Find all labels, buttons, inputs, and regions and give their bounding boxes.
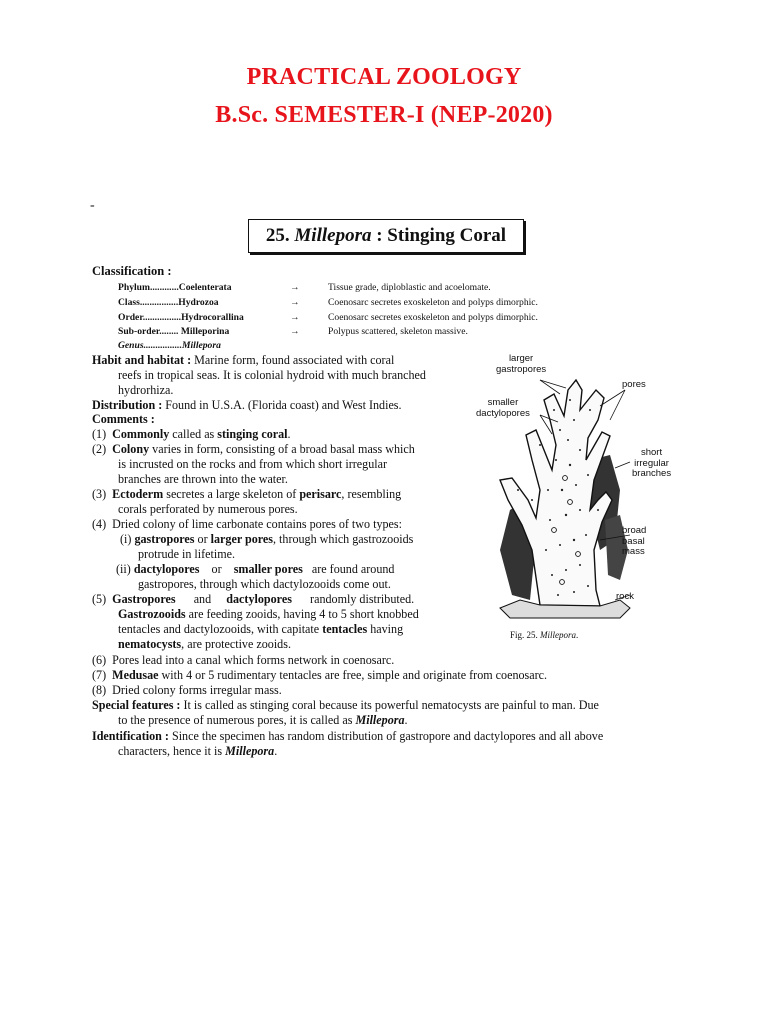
text: secretes a large skeleton of — [166, 487, 297, 501]
habit-line: hydrorhiza. — [118, 383, 174, 397]
genus-name: Millepora — [225, 744, 275, 758]
classification-level: Phylum............Coelenterata — [118, 282, 232, 293]
comment-line — [118, 607, 419, 622]
text: are feeding zooids, having 4 to 5 short knobbed — [188, 607, 419, 621]
label-text: larger — [508, 353, 534, 364]
habit-line: reefs in tropical seas. It is colonial hydroid with much branched — [118, 368, 426, 382]
label-text: irregular — [634, 457, 669, 469]
text: Since the specimen has random distribution of gastropore and dactylopores and all above — [171, 729, 604, 743]
bold-term: gastropores — [134, 532, 195, 546]
caption-name: Millepora — [540, 630, 577, 640]
text: randomly distributed. — [310, 592, 415, 606]
distribution-text: Found in U.S.A. (Florida coast) and West Indies. — [165, 398, 402, 412]
genus-name: Millepora — [355, 713, 405, 727]
comment-item — [92, 668, 547, 683]
bold-term: Colony — [112, 442, 150, 456]
text: . — [404, 713, 408, 727]
item-number: (2) — [92, 442, 107, 456]
classification-heading: Classification : — [92, 264, 172, 278]
millepora-illustration — [470, 350, 680, 650]
text: to the presence of numerous pores, it is called as — [118, 713, 353, 727]
bold-term: Gastropores — [112, 592, 176, 606]
caption-prefix: Fig. 25. — [510, 630, 538, 640]
label-text: broad — [622, 525, 647, 536]
classification-row — [118, 297, 578, 311]
text: characters, hence it is — [118, 744, 223, 758]
bold-term: tentacles — [322, 622, 368, 636]
special-features-line — [92, 698, 599, 713]
figure-caption — [510, 630, 578, 640]
text: Dried colony of lime carbonate contains pores of two types: — [112, 517, 402, 531]
special-features-label: Special features : — [92, 698, 181, 712]
classification-desc: Tissue grade, diploblastic and acoelomate. — [328, 282, 491, 293]
classification-row — [118, 312, 578, 326]
classification-level: Sub-order........ Milleporina — [118, 326, 230, 337]
item-number: (5) — [92, 592, 107, 606]
comment-item — [92, 487, 401, 502]
identification-line — [92, 729, 603, 744]
bold-term: Ectoderm — [112, 487, 164, 501]
label-text: basal — [622, 535, 645, 547]
text: called as — [172, 427, 215, 441]
stray-dash: - — [90, 198, 95, 213]
text: and — [193, 592, 212, 606]
caption-end: . — [576, 630, 579, 640]
classification-desc: Polypus scattered, skeleton massive. — [328, 326, 468, 337]
classification-level: Genus................Millepora — [118, 340, 221, 351]
identification-label: Identification : — [92, 729, 169, 743]
text: , through which gastrozooids — [272, 532, 414, 546]
comment-line: protrude in lifetime. — [138, 547, 236, 561]
arrow-icon: → — [290, 297, 300, 308]
item-number: (3) — [92, 487, 107, 501]
text: , resembling — [341, 487, 402, 501]
comments-label: Comments : — [92, 412, 155, 426]
classification-level: Class................Hydrozoa — [118, 297, 219, 308]
item-number: (6) — [92, 653, 107, 667]
label-text: short — [640, 447, 663, 458]
label-broad-basal-mass — [622, 526, 646, 558]
comment-item — [92, 683, 282, 698]
comment-item — [92, 592, 462, 607]
classification-desc: Coenosarc secretes exoskeleton and polyps dimorphic. — [328, 312, 538, 323]
distribution-label: Distribution : — [92, 398, 163, 412]
label-rock: rock — [616, 591, 634, 602]
item-number: (7) — [92, 668, 107, 682]
comment-line: is incrusted on the rocks and from which short irregular — [118, 457, 388, 471]
text: It is called as stinging coral because its powerful nematocysts are painful to man. Due — [183, 698, 599, 712]
classification-row — [118, 326, 578, 340]
specimen-title-box — [248, 219, 524, 253]
text: varies in form, consisting of a broad basal mass which — [152, 442, 415, 456]
document-title: PRACTICAL ZOOLOGY — [246, 64, 522, 90]
item-number: (ii) — [116, 562, 131, 576]
bold-term: smaller pores — [233, 562, 303, 576]
text: Pores lead into a canal which forms network in coenosarc. — [112, 653, 395, 667]
text: tentacles and dactylozooids, with capitate — [118, 622, 320, 636]
comment-item — [92, 427, 291, 442]
item-number: (i) — [120, 532, 132, 546]
label-text: gastropores — [496, 363, 547, 375]
text: having — [370, 622, 404, 636]
comments-heading — [92, 412, 155, 427]
bold-term: Commonly — [112, 427, 170, 441]
title-separator: : — [376, 225, 383, 246]
arrow-icon: → — [290, 282, 300, 293]
bold-term: dactylopores — [133, 562, 200, 576]
classification-desc: Coenosarc secretes exoskeleton and polyps dimorphic. — [328, 297, 538, 308]
label-text: mass — [622, 546, 645, 557]
text: . — [287, 427, 291, 441]
identification-line — [118, 744, 277, 759]
item-number: (4) — [92, 517, 107, 531]
bold-term: Gastrozooids — [118, 607, 186, 621]
comment-item — [92, 653, 394, 668]
comment-line: gastropores, through which dactylozooids come out. — [138, 577, 391, 591]
comment-subitem — [116, 562, 394, 577]
habit-text: Marine form, found associated with coral — [194, 353, 395, 367]
label-text: dactylopores — [476, 407, 530, 419]
bold-term: Medusae — [112, 668, 159, 682]
bold-term: nematocysts — [118, 637, 182, 651]
bold-term: dactylopores — [226, 592, 292, 606]
text: with 4 or 5 rudimentary tentacles are free, simple and originate from coenosarc. — [161, 668, 548, 682]
label-larger-gastropores — [496, 354, 546, 375]
arrow-icon: → — [290, 326, 300, 337]
text: or — [197, 532, 208, 546]
comment-line — [118, 637, 291, 652]
bold-term: larger pores — [210, 532, 273, 546]
text: are found around — [311, 562, 395, 576]
arrow-icon: → — [290, 312, 300, 323]
distribution-line — [92, 398, 402, 413]
bold-term: perisarc — [299, 487, 342, 501]
text: or — [211, 562, 222, 576]
text: , are protective zooids. — [181, 637, 291, 651]
classification-row — [118, 282, 578, 296]
comment-item — [92, 517, 402, 532]
label-pores: pores — [622, 379, 646, 390]
comment-subitem — [120, 532, 413, 547]
bold-term: stinging coral — [217, 427, 288, 441]
label-short-irregular-branches — [632, 448, 671, 480]
label-text: smaller — [487, 397, 519, 408]
specimen-common-name: Stinging Coral — [387, 225, 507, 246]
comment-line: branches are thrown into the water. — [118, 472, 288, 486]
text: Dried colony forms irregular mass. — [112, 683, 282, 697]
classification-level: Order................Hydrocorallina — [118, 312, 244, 323]
comment-line — [118, 622, 403, 637]
document-subtitle: B.Sc. SEMESTER-I (NEP-2020) — [215, 102, 553, 128]
label-smaller-dactylopores — [476, 398, 530, 419]
text: . — [274, 744, 278, 758]
specimen-genus: Millepora — [294, 225, 372, 246]
comment-line: corals perforated by numerous pores. — [118, 502, 298, 516]
comment-item — [92, 442, 415, 457]
special-features-line — [118, 713, 408, 728]
habit-label: Habit and habitat : — [92, 353, 192, 367]
item-number: (1) — [92, 427, 107, 441]
label-text: branches — [632, 468, 672, 479]
habit-paragraph — [92, 353, 462, 368]
specimen-number: 25. — [265, 225, 290, 246]
item-number: (8) — [92, 683, 107, 697]
